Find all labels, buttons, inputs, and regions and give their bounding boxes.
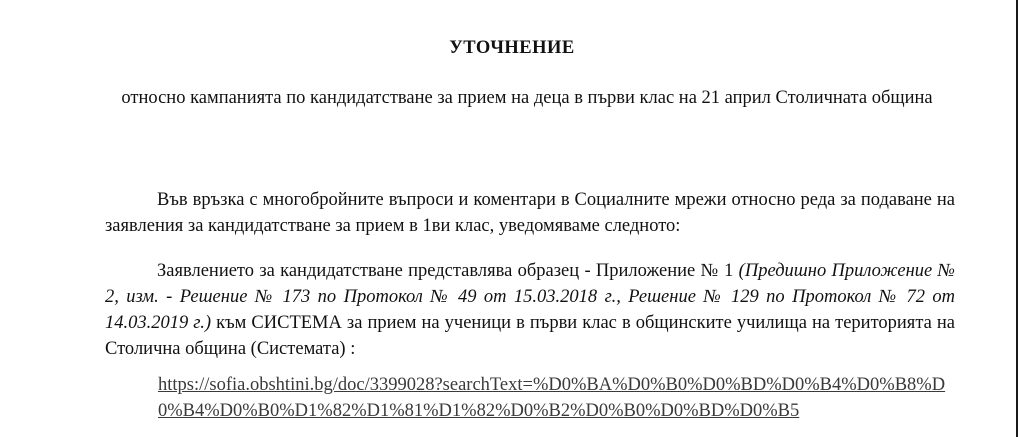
paragraph-application-italic-note: (Предишно Приложение № 2, изм. - Решение № 173 по Протокол № 49 от 15.03.2018 г., Решение № 129 по Протокол № 72 от 14.03.2019 г.): [105, 261, 955, 333]
paragraph-application-end: към СИСТЕМА за прием на ученици в първи клас в общинските училища на територията на Столична община (Системата) :: [105, 313, 955, 359]
page-edge-line: [1016, 0, 1018, 437]
document-link[interactable]: https://sofia.obshtini.bg/doc/3399028?searchText=%D0%BA%D0%B0%D0%BD%D0%B4%D0%B8%D0%B4%D0%B0%D1%82%D1%81%D1%82%D0%B2%D0%B0%D0%BD%D0%B5: [158, 375, 946, 421]
document-title: УТОЧНЕНИЕ: [449, 38, 575, 58]
paragraph-intro: Във връзка с многобройните въпроси и коментари в Социалните мрежи относно реда за подаване на заявления за кандидатстване за прием в 1ви клас, уведомяваме следното:: [105, 190, 955, 236]
paragraph-application-start: Заявлението за кандидатстване представлява образец - Приложение № 1: [157, 261, 739, 281]
document-subtitle: относно кампанията по кандидатстване за прием на деца в първи клас на 21 април Столичната община: [121, 88, 933, 108]
paragraph-application: [105, 258, 955, 362]
